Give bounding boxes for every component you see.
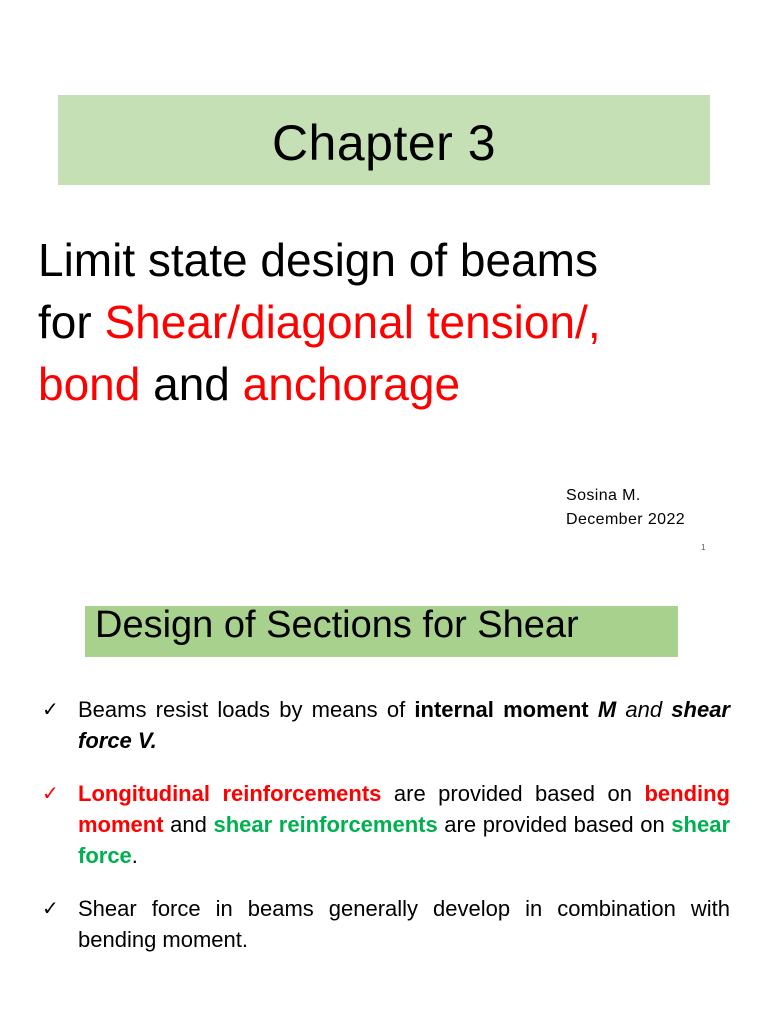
check-mark-icon: ✓ — [42, 697, 59, 721]
chapter-banner — [58, 95, 710, 185]
chapter-title: Chapter 3 — [271, 115, 497, 171]
bullet-list — [42, 694, 730, 977]
main-title-line-3: bond and anchorage — [38, 358, 461, 410]
check-mark-icon: ✓ — [42, 781, 59, 805]
main-title-line-1: Limit state design of beams — [38, 234, 598, 286]
check-mark-icon: ✓ — [42, 896, 59, 920]
main-title — [38, 229, 768, 415]
bullet-item: ✓ Beams resist loads by means of internal moment M and shear force V. — [42, 694, 730, 756]
author-date: December 2022 — [566, 511, 686, 528]
main-title-line-2: for Shear/diagonal tension/, — [38, 296, 601, 348]
bullet-item: ✓ Longitudinal reinforcements are provided based on bending moment and shear reinforcements are provided based on shear force. — [42, 778, 730, 871]
bullet-item: ✓ Shear force in beams generally develop in combination with bending moment. — [42, 893, 730, 955]
section-title: Design of Sections for Shear — [95, 604, 579, 646]
slide-number: 1 — [701, 543, 706, 552]
author-name: Sosina M. — [566, 487, 641, 504]
author-block — [566, 484, 685, 532]
